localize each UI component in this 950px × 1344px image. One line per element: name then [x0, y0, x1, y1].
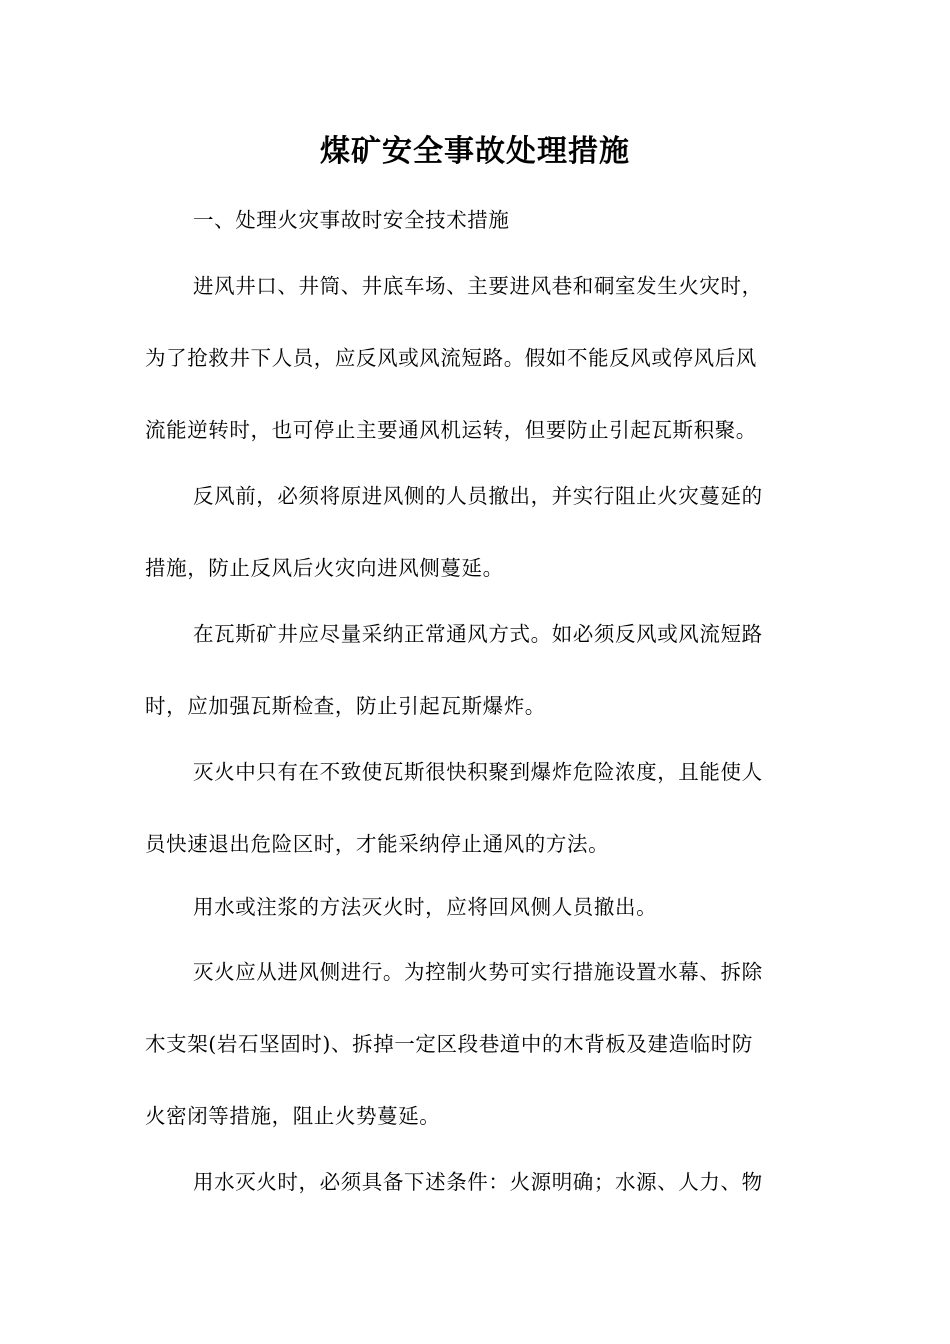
paragraph-line: 为了抢救井下人员，应反风或风流短路。假如不能反风或停风后风 — [145, 346, 757, 370]
paragraph-line: 木支架(岩石坚固时)、拆掉一定区段巷道中的木背板及建造临时防 — [145, 1032, 753, 1056]
paragraph-line: 灭火中只有在不致使瓦斯很快积聚到爆炸危险浓度，且能使人 — [193, 760, 763, 784]
paragraph-line: 灭火应从进风侧进行。为控制火势可实行措施设置水幕、拆除 — [193, 960, 763, 984]
paragraph-line: 流能逆转时，也可停止主要通风机运转，但要防止引起瓦斯积聚。 — [145, 418, 757, 442]
document-title: 煤矿安全事故处理措施 — [320, 134, 630, 169]
paragraph-line: 在瓦斯矿井应尽量采纳正常通风方式。如必须反风或风流短路 — [193, 622, 763, 646]
paragraph-line: 火密闭等措施，阻止火势蔓延。 — [145, 1104, 441, 1128]
paragraph-line: 进风井口、井筒、井底车场、主要进风巷和硐室发生火灾时， — [193, 274, 763, 298]
paragraph-line: 反风前，必须将原进风侧的人员撤出，并实行阻止火灾蔓延的 — [193, 484, 763, 508]
paragraph-line: 员快速退出危险区时，才能采纳停止通风的方法。 — [145, 832, 610, 856]
paragraph-line: 用水灭火时，必须具备下述条件：火源明确；水源、人力、物 — [193, 1170, 763, 1194]
paragraph-line: 时，应加强瓦斯检查，防止引起瓦斯爆炸。 — [145, 694, 546, 718]
paragraph-line: 用水或注浆的方法灭火时，应将回风侧人员撤出。 — [193, 895, 658, 919]
section-heading: 一、处理火灾事故时安全技术措施 — [193, 208, 510, 232]
paragraph-line: 措施，防止反风后火灾向进风侧蔓延。 — [145, 556, 504, 580]
